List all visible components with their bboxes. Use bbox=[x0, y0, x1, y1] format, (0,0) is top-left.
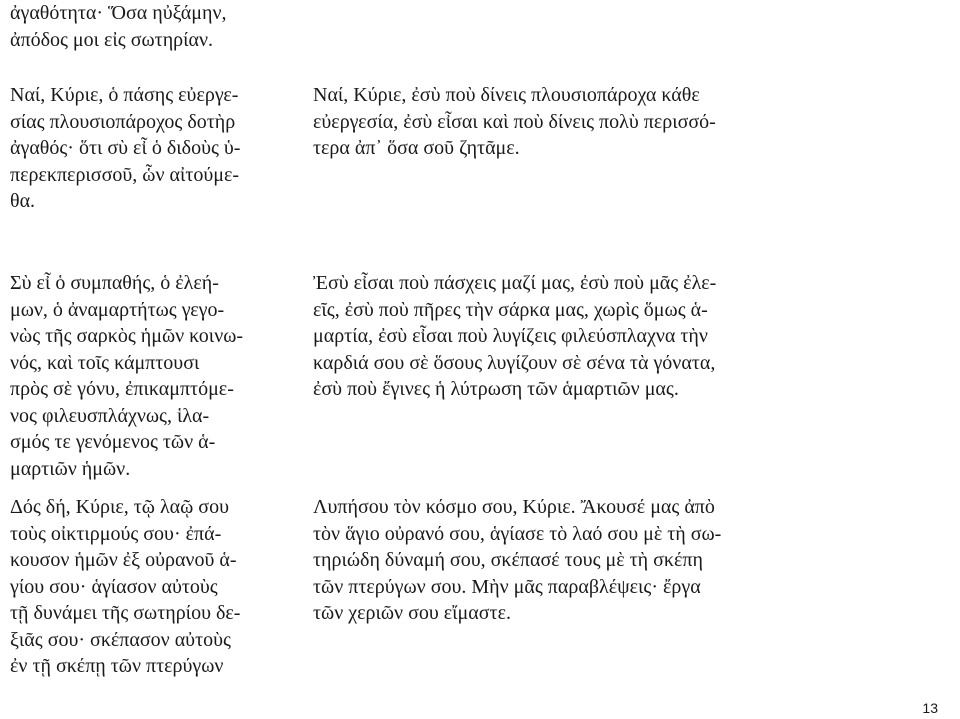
greek-text-block-2: Ναί, Κύριε, ὁ πάσης εὐεργε- σίας πλουσιοπάροχος δοτὴρ ἀγαθός· ὅτι σὺ εἶ ὁ διδοὺς ὑ- περεκπερισσοῦ, ὧν αἰτούμε- θα. bbox=[10, 84, 241, 212]
greek-text-block-3: Σὺ εἶ ὁ συμπαθής, ὁ ἐλεή- μων, ὁ ἀναμαρτήτως γεγο- νὼς τῆς σαρκὸς ἡμῶν κοινω- νός, καὶ τοῖς κάμπτουσι πρὸς σὲ γόνυ, ἐπικαμπτόμε- νος φιλευσπλάχνως, ἱλα- σμός τε γενόμενος τῶν ἁ- μαρτιῶν ἡμῶν. bbox=[10, 272, 244, 480]
greek-text-block-1: ἀγαθότητα· Ὅσα ηὐξάμην, ἀπόδος μοι εἰς σωτηρίαν. bbox=[10, 2, 227, 51]
page-number: 13 bbox=[922, 700, 938, 716]
translation-text-block-2: Ναί, Κύριε, ἐσὺ ποὺ δίνεις πλουσιοπάροχα κάθε εὐεργεσία, ἐσὺ εἶσαι καὶ ποὺ δίνεις πολὺ περισσό- τερα ἀπ᾽ ὅσα σοῦ ζητᾶμε. bbox=[313, 84, 716, 159]
translation-text-block-3: Ἐσὺ εἶσαι ποὺ πάσχεις μαζί μας, ἐσὺ ποὺ μᾶς ἐλε- εῖς, ἐσὺ ποὺ πῆρες τὴν σάρκα μας, χωρὶς ὅμως ἁ- μαρτία, ἐσὺ εἶσαι ποὺ λυγίζεις φιλεύσπλαχνα τὴν καρδιά σου σὲ ὅσους λυγίζουν σὲ σένα τὰ γόνατα, ἐσὺ ποὺ ἔγινες ἡ λύτρωση τῶν ἁμαρτιῶν μας. bbox=[313, 272, 717, 400]
greek-text-block-4: Δός δή, Κύριε, τῷ λαῷ σου τοὺς οἰκτιρμούς σου· ἐπά- κουσον ἡμῶν ἐξ οὐρανοῦ ἁ- γίου σου· ἁγίασον αὐτοὺς τῇ δυνάμει τῆς σωτηρίου δε- ξιᾶς σου· σκέπασον αὐτοὺς ἐν τῇ σκέπῃ τῶν πτερύγων bbox=[10, 496, 241, 677]
translation-text-block-4: Λυπήσου τὸν κόσμο σου, Κύριε. Ἄκουσέ μας ἀπὸ τὸν ἅγιο οὐρανό σου, ἁγίασε τὸ λαό σου μὲ τὴ σω- τηριώδη δύναμή σου, σκέπασέ τους μὲ τὴ σκέπη τῶν πτερύγων σου. Μὴν μᾶς παραβλέψεις· ἔργα τῶν χεριῶν σου εἴμαστε. bbox=[313, 496, 722, 624]
